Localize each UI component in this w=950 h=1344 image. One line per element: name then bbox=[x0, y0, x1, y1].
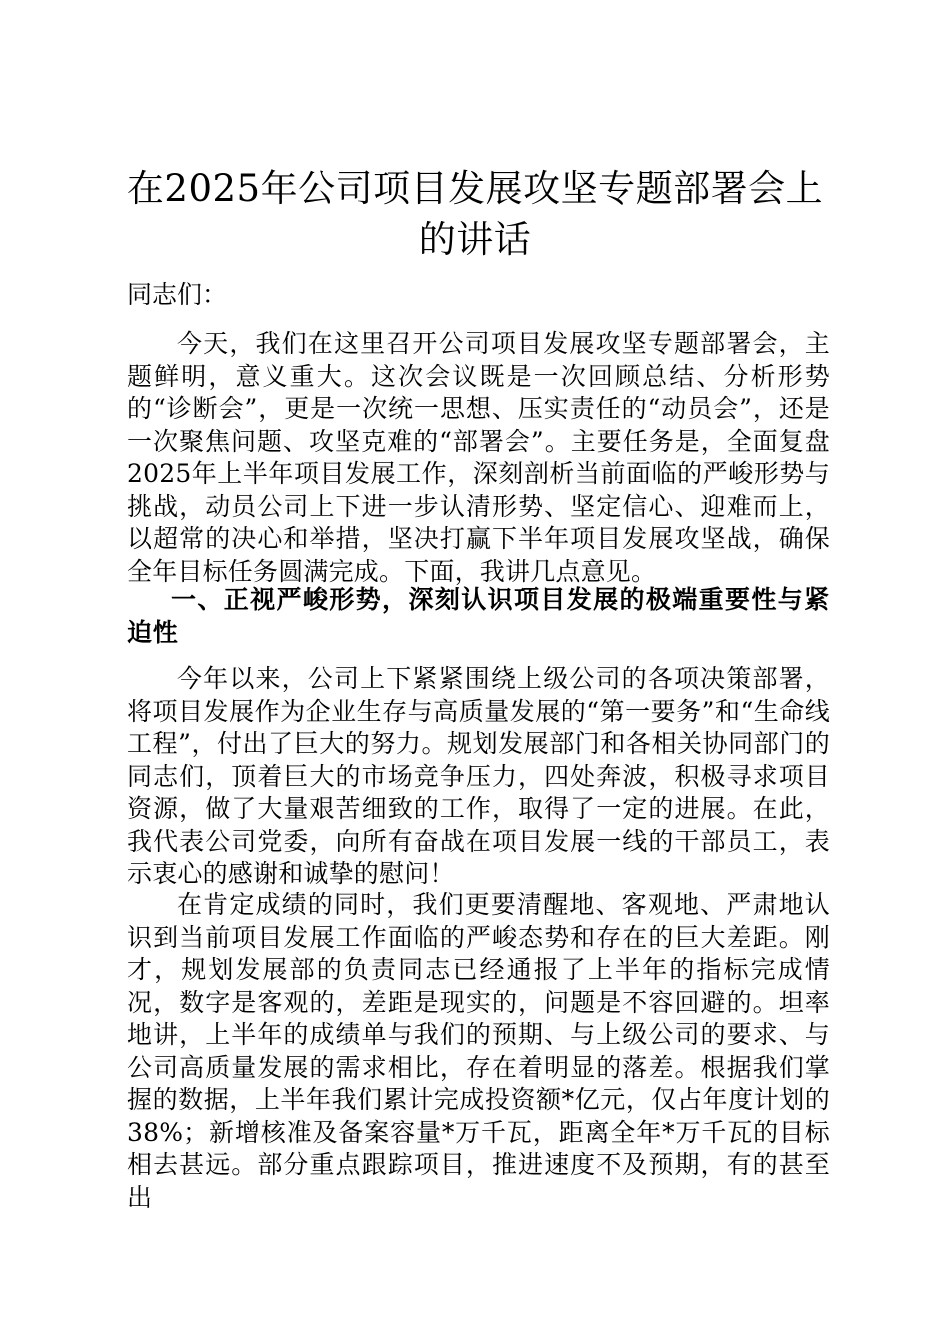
paragraph-body: 今年以来，公司上下紧紧围绕上级公司的各项决策部署，将项目发展作为企业生存与高质量发展的“第一要务”和“生命线工程”，付出了巨大的努力。规划发展部门和各相关协同部门的同志们，顶着巨大的市场竞争压力，四处奔波，积极寻求项目资源，做了大量艰苦细致的工作，取得了一定的进展。在此，我代表公司党委，向所有奋战在项目发展一线的干部员工，表示衷心的感谢和诚挚的慰问！ bbox=[127, 664, 830, 888]
paragraph-body: 在肯定成绩的同时，我们更要清醒地、客观地、严肃地认识到当前项目发展工作面临的严峻态势和存在的巨大差距。刚才，规划发展部的负责同志已经通报了上半年的指标完成情况，数字是客观的，差距是现实的，问题是不容回避的。坦率地讲，上半年的成绩单与我们的预期、与上级公司的要求、与公司高质量发展的需求相比，存在着明显的落差。根据我们掌握的数据，上半年我们累计完成投资额*亿元，仅占年度计划的38%；新增核准及备案容量*万千瓦，距离全年*万千瓦的目标相去甚远。部分重点跟踪项目，推进速度不及预期，有的甚至出 bbox=[127, 890, 830, 1212]
salutation: 同志们： bbox=[127, 280, 228, 309]
paragraph-opening: 今天，我们在这里召开公司项目发展攻坚专题部署会，主题鲜明，意义重大。这次会议既是一次回顾总结、分析形势的“诊断会”，更是一次统一思想、压实责任的“动员会”，还是一次聚焦问题、攻坚克难的“部署会”。主要任务是，全面复盘2025年上半年项目发展工作，深刻剖析当前面临的严峻形势与挑战，动员公司上下进一步认清形势、坚定信心、迎难而上，以超常的决心和举措，坚决打赢下半年项目发展攻坚战，确保全年目标任务圆满完成。下面，我讲几点意见。 bbox=[127, 329, 830, 586]
document-title: 在2025年公司项目发展攻坚专题部署会上的讲话 bbox=[126, 167, 824, 261]
section-heading: 一、正视严峻形势，深刻认识项目发展的极端重要性与紧迫性 bbox=[127, 585, 830, 647]
